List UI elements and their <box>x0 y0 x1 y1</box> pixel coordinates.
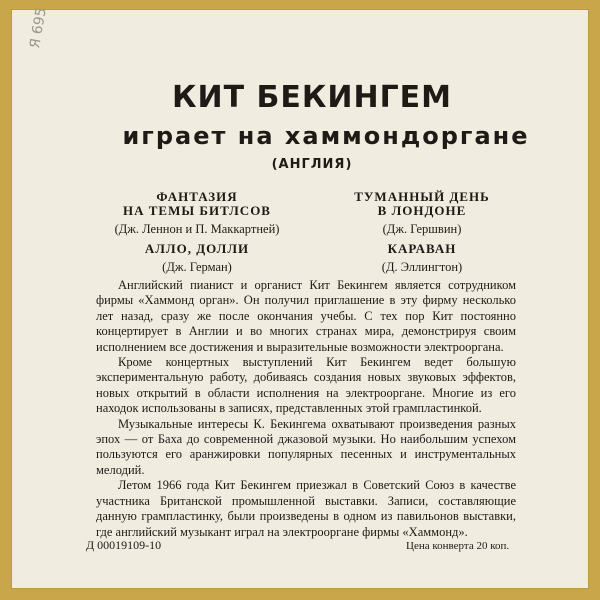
track-title-line: ТУМАННЫЙ ДЕНЬ <box>354 189 490 204</box>
track-2 <box>332 190 512 237</box>
track-title-line: АЛЛО, ДОЛЛИ <box>144 241 250 256</box>
paragraph: Летом 1966 года Кит Бекингем приезжал в Советский Союз в качестве участника Британской промышленной выставки. Записи, составляющие данную грампластинку, были произведены в одном из павильонов выставки, где английский музыкант играл на электрооргане фирмы «Хаммонд». <box>96 478 516 539</box>
track-3 <box>92 242 302 275</box>
price-label: Цена конверта 20 коп. <box>406 540 510 552</box>
album-subtitle: играет на хаммондоргане <box>122 122 530 150</box>
catalog-number: Д 00019109-10 <box>86 538 162 552</box>
track-title-line: В ЛОНДОНЕ <box>377 203 467 218</box>
track-author: (Д. Эллингтон) <box>381 260 463 274</box>
paragraph: Английский пианист и органист Кит Бекингем является сотрудником фирмы «Хаммонд орган». Он получил приглашение в эту фирму несколько лет назад, сразу же после окончания учебы. С тех пор Кит постоянно концертирует в Англии и во многих странах мира, демонстрируя своим исполнением все достижения и выразительные возможности электрооргана. <box>96 278 516 354</box>
country-label: (АНГЛИЯ) <box>271 157 353 172</box>
track-title-line: КАРАВАН <box>387 241 457 256</box>
track-author: (Дж. Гершвин) <box>382 222 462 236</box>
pencil-note: Я 695 <box>27 6 50 50</box>
artist-title: КИТ БЕКИНГЕМ <box>171 80 453 115</box>
track-title-line: ФАНТАЗИЯ <box>156 189 238 204</box>
track-4 <box>332 242 512 275</box>
record-sleeve <box>12 6 588 588</box>
liner-notes <box>96 278 516 540</box>
track-author: (Дж. Герман) <box>162 260 232 274</box>
paragraph: Кроме концертных выступлений Кит Бекингем ведет большую экспериментальную работу, добиваясь создания новых звуковых эффектов, новых открытий в области исполнения на электрооргане. Многие из его находок использованы в записях, представленных этой грампластинкой. <box>96 355 516 416</box>
paragraph: Музыкальные интересы К. Бекингема охватывают произведения разных эпох — от Баха до современной джазовой музыки. Но наибольшим успехом пользуются его аранжировки популярных песенных и инструментальных мелодий. <box>96 416 516 477</box>
track-author: (Дж. Леннон и П. Маккартней) <box>114 222 280 236</box>
track-title-line: НА ТЕМЫ БИТЛСОВ <box>123 203 271 218</box>
track-1 <box>92 190 302 237</box>
